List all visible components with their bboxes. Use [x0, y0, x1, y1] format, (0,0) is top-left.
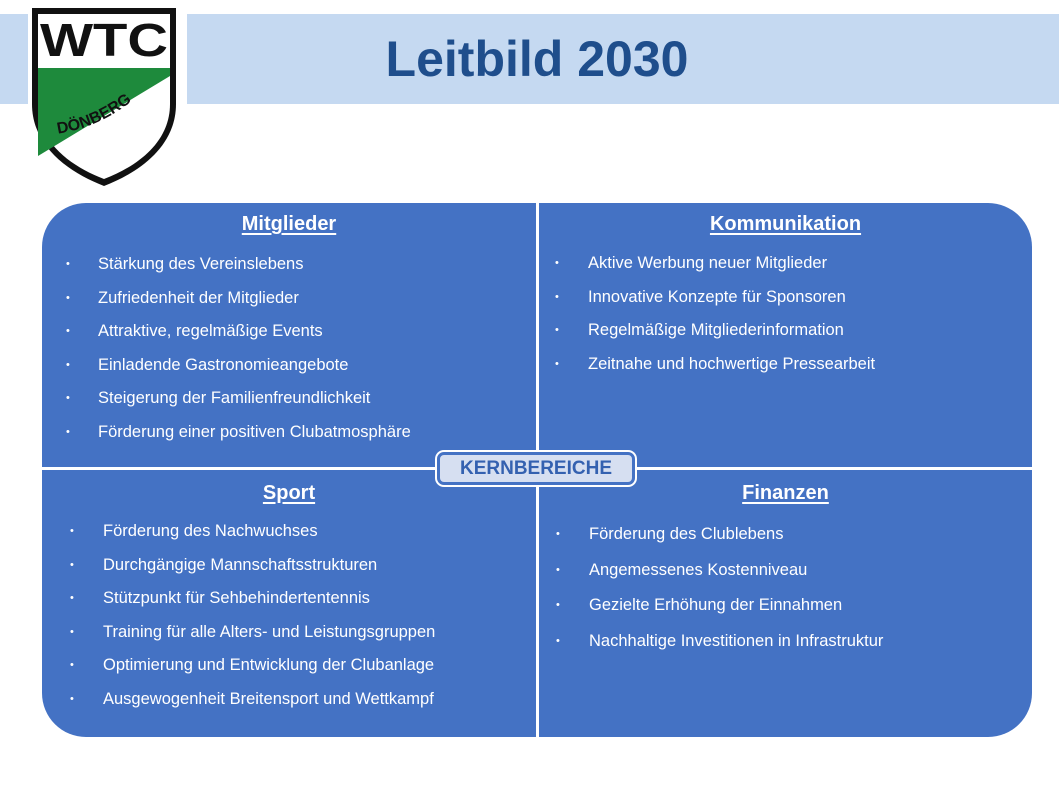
list-item [66, 354, 411, 388]
quadrant-list [70, 520, 436, 722]
bullet-icon: • [70, 659, 74, 672]
bullet-icon: • [70, 525, 74, 537]
header-band-left [0, 14, 28, 104]
quadrant-mitglieder [42, 203, 536, 467]
page-title: Leitbild 2030 [385, 31, 689, 87]
list-item-text: Innovative Konzepte für Sponsoren [588, 287, 846, 306]
list-item [555, 353, 876, 387]
quadrant-list [555, 252, 876, 386]
quadrant-heading: Finanzen [742, 482, 829, 504]
bullet-icon: • [66, 392, 70, 405]
quadrant-heading: Mitglieder [241, 213, 337, 235]
list-item-text: Durchgängige Mannschaftsstrukturen [103, 555, 378, 574]
club-logo [28, 6, 180, 188]
list-item-text: Ausgewogenheit Breitensport und Wettkampf [103, 689, 434, 708]
bullet-icon: • [556, 528, 560, 540]
list-item [66, 387, 411, 421]
list-item-text: Steigerung der Familienfreundlichkeit [98, 389, 371, 408]
kernbereiche-badge: KERNBEREICHE [437, 452, 635, 485]
list-item [70, 688, 435, 722]
list-item [70, 587, 435, 621]
list-item [556, 594, 883, 630]
bullet-icon: • [66, 325, 70, 338]
bullet-icon: • [66, 291, 70, 304]
list-item [66, 421, 411, 455]
list-item-text: Förderung des Nachwuchses [103, 522, 318, 540]
list-item-text: Nachhaltige Investitionen in Infrastruktur [589, 631, 884, 650]
list-item-text: Attraktive, regelmäßige Events [98, 322, 323, 341]
list-item-text: Optimierung und Entwicklung der Clubanlage [103, 656, 435, 675]
list-item-text: Stützpunkt für Sehbehindertentennis [103, 589, 370, 608]
bullet-icon: • [556, 599, 560, 611]
bullet-icon: • [556, 563, 560, 576]
logo-text-top: WTC [40, 14, 168, 66]
list-item [555, 319, 875, 353]
list-item [70, 621, 436, 655]
list-item-text: Aktive Werbung neuer Mitglieder [588, 254, 828, 272]
bullet-icon: • [70, 625, 74, 638]
bullet-icon: • [70, 558, 74, 571]
list-item [66, 253, 411, 287]
quadrant-list [556, 523, 884, 665]
bullet-icon: • [556, 634, 560, 647]
list-item [556, 630, 884, 666]
quadrant-heading: Sport [262, 482, 316, 504]
logo-text-arc: DÖNBERG [55, 90, 135, 138]
quadrant-heading: Kommunikation [709, 213, 862, 235]
list-item [556, 523, 883, 559]
bullet-icon: • [66, 358, 70, 371]
list-item [70, 654, 435, 688]
bullet-icon: • [555, 324, 559, 337]
list-item-text: Training für alle Alters- und Leistungsgruppen [103, 622, 436, 641]
bullet-icon: • [70, 592, 74, 605]
list-item-text: Einladende Gastronomieangebote [98, 355, 349, 374]
list-item-text: Angemessenes Kostenniveau [589, 560, 808, 579]
bullet-icon: • [66, 425, 70, 438]
list-item [555, 252, 875, 286]
list-item [70, 554, 435, 588]
list-item [66, 287, 411, 321]
quadrant-kommunikation [539, 203, 1032, 467]
list-item-text: Regelmäßige Mitgliederinformation [588, 321, 844, 340]
quadrant-finanzen [539, 470, 1032, 737]
bullet-icon: • [70, 692, 74, 705]
list-item-text: Förderung einer positiven Clubatmosphäre [98, 422, 411, 441]
list-item [555, 286, 875, 320]
bullet-icon: • [555, 257, 559, 269]
list-item-text: Förderung des Clublebens [589, 525, 784, 543]
quadrant-list [66, 253, 411, 455]
bullet-icon: • [555, 357, 559, 370]
list-item [556, 559, 883, 595]
list-item [70, 520, 435, 554]
list-item [66, 320, 411, 354]
list-item-text: Stärkung des Vereinslebens [98, 255, 304, 273]
list-item-text: Zeitnahe und hochwertige Pressearbeit [588, 354, 876, 373]
list-item-text: Zufriedenheit der Mitglieder [98, 288, 299, 307]
list-item-text: Gezielte Erhöhung der Einnahmen [589, 596, 843, 614]
bullet-icon: • [555, 290, 559, 303]
bullet-icon: • [66, 258, 70, 270]
quadrant-sport [42, 470, 536, 737]
